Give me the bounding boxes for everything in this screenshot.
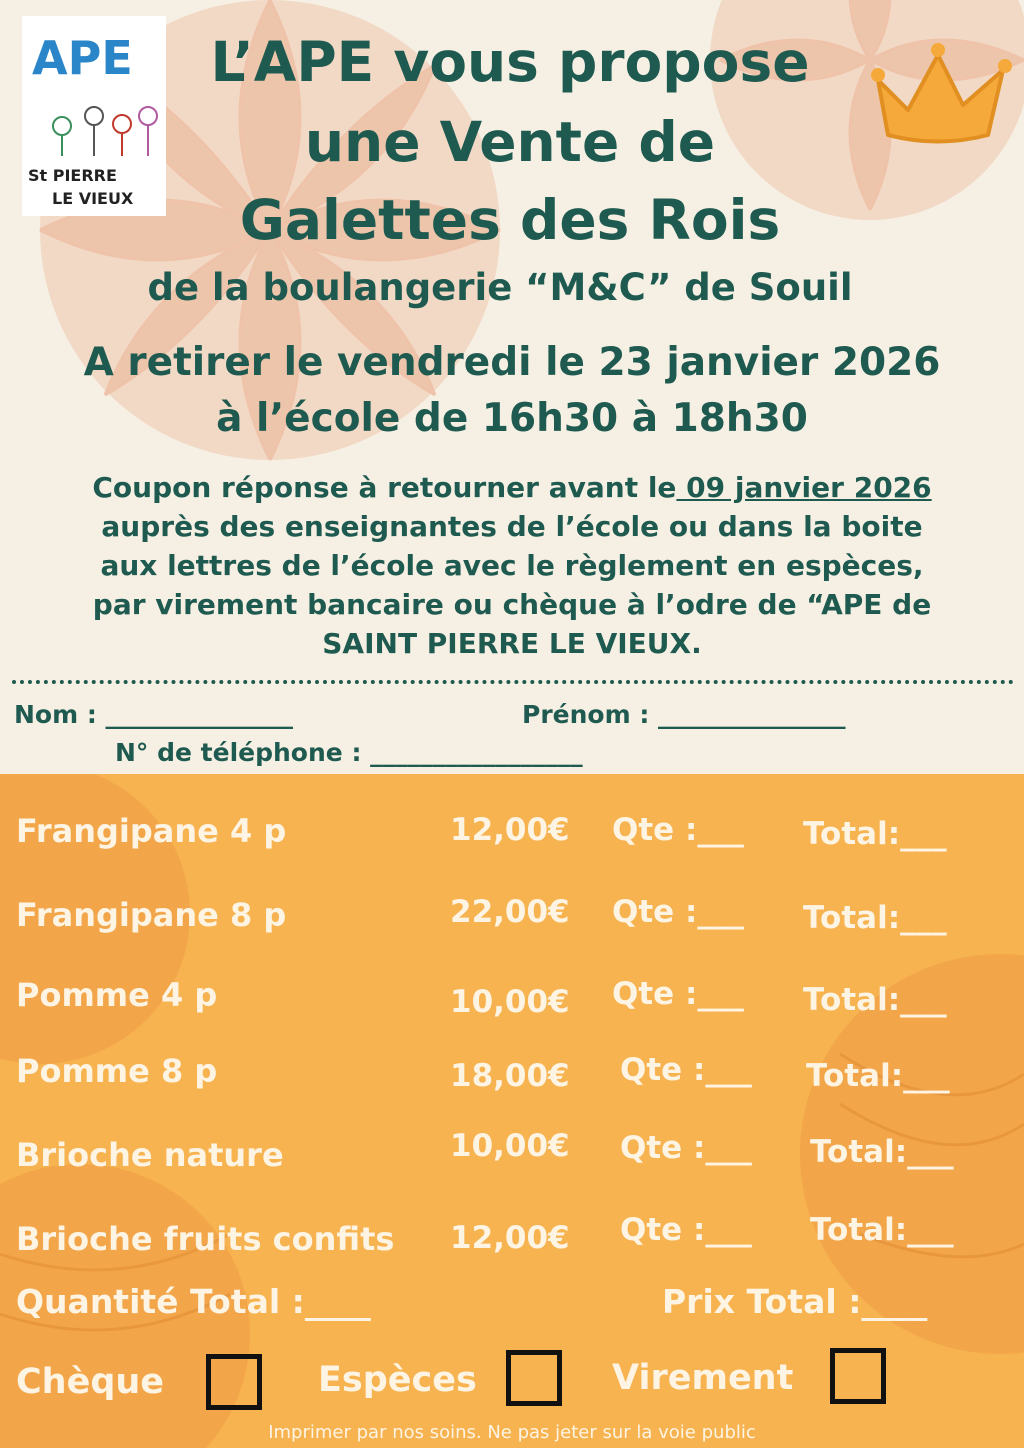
pickup-time-line: à l’école de 16h30 à 18h30 xyxy=(216,396,808,441)
title-line-2: une Vente de xyxy=(304,110,716,174)
coupon-line-5: SAINT PIERRE LE VIEUX. xyxy=(322,627,702,660)
quantity-field[interactable]: Qte :___ xyxy=(612,812,744,848)
total-field[interactable]: Total:___ xyxy=(810,1134,954,1170)
title-line-3: Galettes des Rois xyxy=(239,188,781,252)
svg-text:St PIERRE: St PIERRE xyxy=(28,166,117,185)
total-field[interactable]: Total:___ xyxy=(803,816,947,852)
prenom-field[interactable]: Prénom : _______________ xyxy=(522,700,846,729)
payment-especes-label: Espèces xyxy=(318,1360,477,1400)
order-form-panel xyxy=(0,774,1024,1448)
svg-text:APE: APE xyxy=(32,31,133,85)
product-name: Frangipane 8 p xyxy=(16,896,287,934)
coupon-line-1 xyxy=(0,468,1024,507)
coupon-deadline-date: 09 janvier 2026 xyxy=(676,471,932,504)
total-field[interactable]: Total:___ xyxy=(803,900,947,936)
order-panel-galette-decoration xyxy=(0,774,1024,1448)
pickup-date-line: A retirer le vendredi le 23 janvier 2026 xyxy=(83,340,941,385)
coupon-deadline-prefix: Coupon réponse à retourner avant le xyxy=(92,471,677,504)
title-line-1: L’APE vous propose xyxy=(210,30,810,94)
total-field[interactable]: Total:___ xyxy=(803,982,947,1018)
telephone-field[interactable]: N° de téléphone : _________________ xyxy=(115,738,583,767)
bakery-line: de la boulangerie “M&C” de Souil xyxy=(147,266,853,309)
quantity-total-field[interactable]: Quantité Total :____ xyxy=(16,1282,371,1321)
product-price: 10,00€ xyxy=(450,984,570,1020)
payment-especes-checkbox[interactable] xyxy=(506,1350,562,1406)
product-name: Pomme 8 p xyxy=(16,1052,218,1090)
total-field[interactable]: Total:___ xyxy=(806,1058,950,1094)
total-field[interactable]: Total:___ xyxy=(810,1212,954,1248)
payment-cheque-checkbox[interactable] xyxy=(206,1354,262,1410)
quantity-field[interactable]: Qte :___ xyxy=(612,976,744,1012)
payment-cheque-label: Chèque xyxy=(16,1362,165,1402)
quantity-field[interactable]: Qte :___ xyxy=(612,894,744,930)
product-price: 10,00€ xyxy=(450,1128,570,1164)
cut-line-divider xyxy=(12,680,1014,684)
price-total-field[interactable]: Prix Total :____ xyxy=(662,1282,928,1321)
footer-note: Imprimer par nos soins. Ne pas jeter sur la voie public xyxy=(268,1422,756,1443)
payment-virement-checkbox[interactable] xyxy=(830,1348,886,1404)
product-price: 22,00€ xyxy=(450,894,570,930)
coupon-line-3: aux lettres de l’école avec le règlement en espèces, xyxy=(100,549,924,582)
product-name: Pomme 4 p xyxy=(16,976,218,1014)
quantity-field[interactable]: Qte :___ xyxy=(620,1212,752,1248)
payment-virement-label: Virement xyxy=(612,1358,794,1398)
product-price: 12,00€ xyxy=(450,812,570,848)
coupon-instructions xyxy=(0,468,1024,663)
product-price: 12,00€ xyxy=(450,1220,570,1256)
svg-text:LE VIEUX: LE VIEUX xyxy=(52,189,134,208)
product-name: Brioche fruits confits xyxy=(16,1220,395,1258)
nom-field[interactable]: Nom : _______________ xyxy=(14,700,294,729)
product-name: Brioche nature xyxy=(16,1136,284,1174)
product-price: 18,00€ xyxy=(450,1058,570,1094)
quantity-field[interactable]: Qte :___ xyxy=(620,1052,752,1088)
quantity-field[interactable]: Qte :___ xyxy=(620,1130,752,1166)
coupon-line-2: auprès des enseignantes de l’école ou dans la boite xyxy=(101,510,923,543)
product-name: Frangipane 4 p xyxy=(16,812,287,850)
coupon-line-4: par virement bancaire ou chèque à l’odre de “APE de xyxy=(92,588,932,621)
